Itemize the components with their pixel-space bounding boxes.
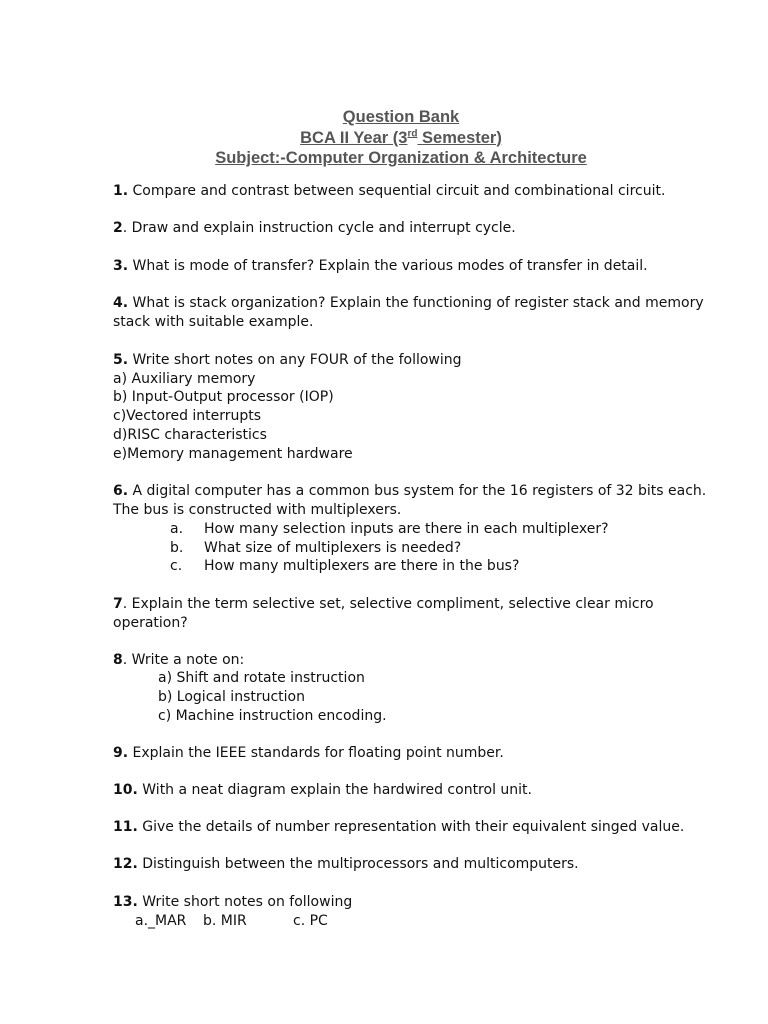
list-item: a) Auxiliary memory bbox=[113, 370, 256, 387]
question-7: 7. Explain the term selective set, selective compliment, selective clear micro operation? bbox=[113, 596, 654, 631]
list-item: c. How many multiplexers are there in the bus? bbox=[170, 558, 520, 574]
question-5: 5. Write short notes on any FOUR of the following a) Auxiliary memory b) Input-Output processor (IOP) c)Vectored interrupts d)RISC characteristics e)Memory management hardware bbox=[113, 351, 713, 463]
question-3: 3. What is mode of transfer? Explain the various modes of transfer in detail. bbox=[113, 258, 648, 274]
list-item: a. How many selection inputs are there in each multiplexer? bbox=[170, 521, 609, 537]
document-header bbox=[0, 107, 768, 169]
question-2: 2. Draw and explain instruction cycle and interrupt cycle. bbox=[113, 220, 516, 236]
list-item: c. PC bbox=[293, 913, 328, 929]
list-item: c)Vectored interrupts bbox=[113, 408, 262, 425]
question-11: 11. Give the details of number representation with their equivalent singed value. bbox=[113, 819, 685, 835]
question-12: 12. Distinguish between the multiprocessors and multicomputers. bbox=[113, 856, 579, 872]
question-9: 9. Explain the IEEE standards for floating point number. bbox=[113, 745, 504, 761]
list-item: b) Logical instruction bbox=[158, 689, 305, 705]
question-4: 4. What is stack organization? Explain the functioning of register stack and memory stack with suitable example. bbox=[113, 295, 704, 330]
list-item: e)Memory management hardware bbox=[113, 445, 353, 462]
question-13-options bbox=[135, 912, 328, 931]
list-item: d)RISC characteristics bbox=[113, 426, 267, 443]
list-item: a._MAR bbox=[135, 913, 187, 929]
list-item: c) Machine instruction encoding. bbox=[158, 708, 387, 724]
list-item: a) Shift and rotate instruction bbox=[158, 670, 365, 686]
question-13: 13. Write short notes on following bbox=[113, 894, 353, 910]
question-10: 10. With a neat diagram explain the hardwired control unit. bbox=[113, 782, 532, 798]
list-item: b. MIR bbox=[203, 913, 247, 929]
header-course: BCA II Year (3rd Semester) bbox=[300, 128, 502, 147]
header-subject: Subject:-Computer Organization & Architecture bbox=[215, 149, 587, 167]
question-1: 1. Compare and contrast between sequential circuit and combinational circuit. bbox=[113, 183, 666, 199]
question-8: 8. Write a note on: bbox=[113, 652, 245, 668]
list-item: b) Input-Output processor (IOP) bbox=[113, 389, 334, 406]
question-6: 6. A digital computer has a common bus system for the 16 registers of 32 bits each. The bus is constructed with multiplexers. bbox=[113, 483, 707, 518]
list-item: b. What size of multiplexers is needed? bbox=[170, 540, 462, 556]
header-title: Question Bank bbox=[342, 108, 460, 126]
